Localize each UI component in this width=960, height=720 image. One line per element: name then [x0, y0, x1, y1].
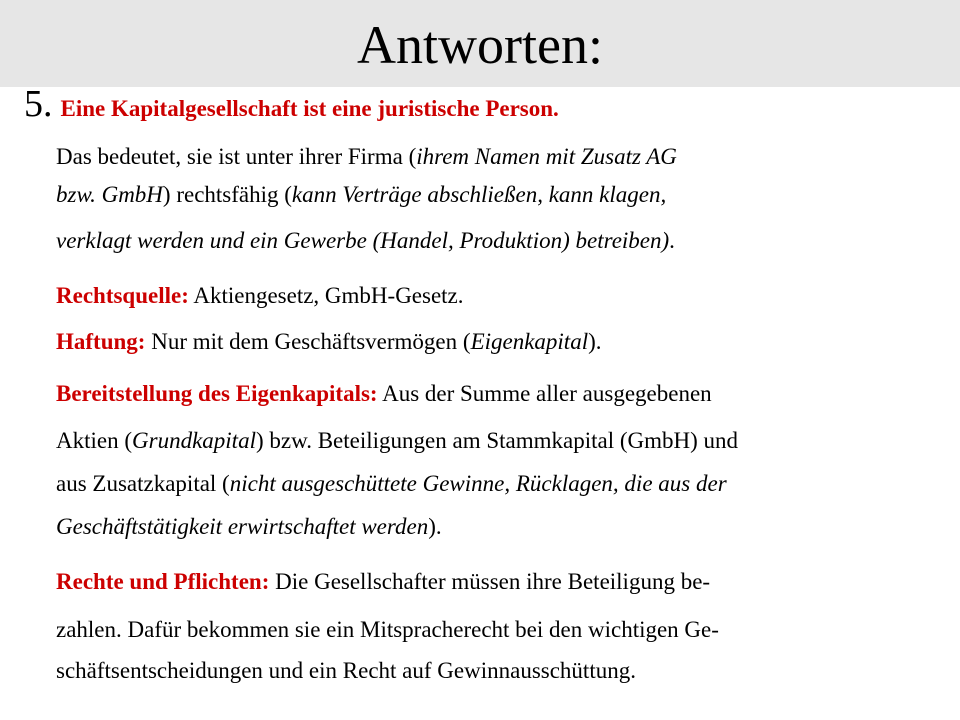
- bereitstellung-text: Aus der Summe aller ausgegebenen: [377, 381, 712, 406]
- definition-text: Das bedeutet, sie ist unter ihrer Firma (: [56, 144, 417, 169]
- definition-italic: ihrem Namen mit Zusatz AG: [416, 144, 677, 169]
- bereitstellung-text: ).: [428, 514, 442, 539]
- bereitstellung-text: ) bzw. Beteiligungen am Stammkapital (GmbH) und: [255, 428, 739, 453]
- bereitstellung-text: Aktien (: [56, 428, 133, 453]
- answer-statement: Eine Kapitalgesellschaft ist eine juristische Person.: [60, 96, 559, 121]
- haftung-label: Haftung:: [56, 329, 146, 354]
- bereitstellung-italic: nicht ausgeschüttete Gewinne, Rücklagen, die aus der: [229, 471, 727, 496]
- haftung-italic: Eigenkapital: [470, 329, 589, 354]
- definition-italic: verklagt werden und ein Gewerbe (Handel, Produktion) betreiben): [56, 228, 670, 253]
- haftung-text: Nur mit dem Geschäftsvermögen (: [145, 329, 471, 354]
- definition-line-1: [56, 142, 677, 172]
- bereitstellung-line-3: [56, 469, 727, 499]
- rechtsquelle-text: Aktiengesetz, GmbH-Gesetz.: [188, 283, 464, 308]
- haftung-line: [56, 327, 602, 357]
- definition-italic: kann Verträge abschließen, kann klagen,: [291, 182, 667, 207]
- bereitstellung-label: Bereitstellung des Eigenkapitals:: [56, 381, 378, 406]
- bereitstellung-line-4: [56, 512, 442, 542]
- definition-line-2: [56, 180, 666, 210]
- bereitstellung-italic: Geschäftstätigkeit erwirtschaftet werden: [56, 514, 429, 539]
- definition-text: .: [669, 228, 675, 253]
- rechte-line-2: zahlen. Dafür bekommen sie ein Mitspracherecht bei den wichtigen Ge-: [56, 617, 719, 642]
- definition-italic: bzw. GmbH: [56, 182, 163, 207]
- rechtsquelle-line: [56, 281, 464, 311]
- slide-title: Antworten:: [357, 15, 603, 75]
- rechte-text: Die Gesellschafter müssen ihre Beteiligung be-: [269, 569, 711, 594]
- rechte-line-1: [56, 567, 710, 597]
- answer-number: 5.: [24, 83, 53, 125]
- bereitstellung-line-2: [56, 426, 738, 456]
- bereitstellung-line-1: [56, 379, 712, 409]
- bereitstellung-italic: Grundkapital: [132, 428, 256, 453]
- haftung-text: ).: [588, 329, 602, 354]
- rechtsquelle-label: Rechtsquelle:: [56, 283, 189, 308]
- definition-line-3: [56, 226, 675, 256]
- definition-text: ) rechtsfähig (: [162, 182, 292, 207]
- bereitstellung-text: aus Zusatzkapital (: [56, 471, 230, 496]
- rechte-label: Rechte und Pflichten:: [56, 569, 270, 594]
- rechte-line-3: schäftsentscheidungen und ein Recht auf Gewinnausschüttung.: [56, 658, 636, 683]
- answer-heading: [24, 82, 559, 126]
